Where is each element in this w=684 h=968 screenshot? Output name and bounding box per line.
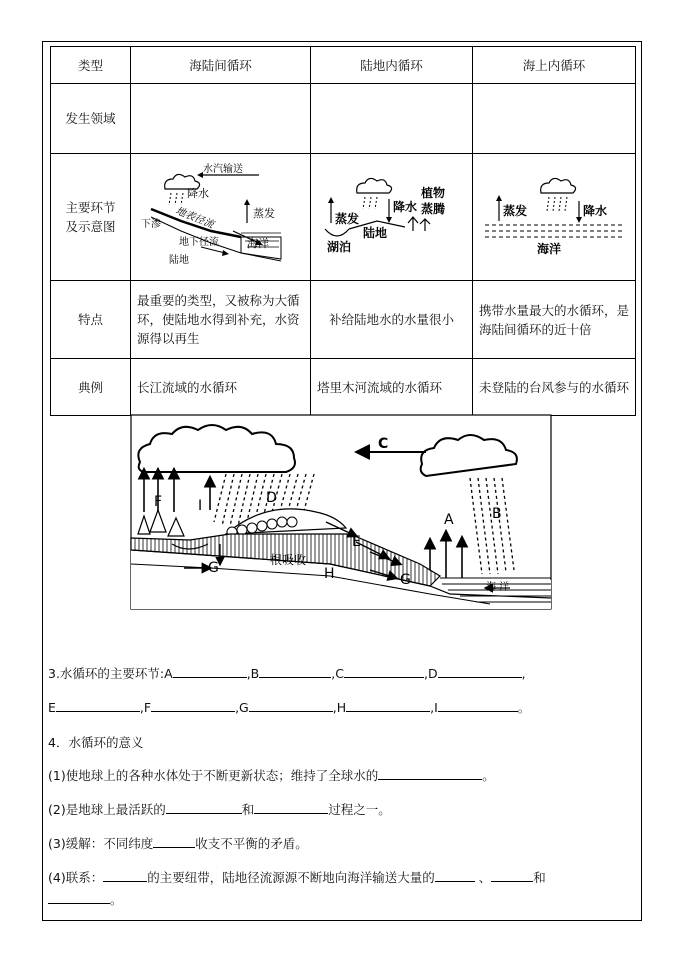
question-3-line2: E ,F ,G ,H ,I 。 (48, 700, 531, 715)
label-f: F (154, 494, 163, 510)
row-label-example: 典例 (51, 359, 131, 416)
feature-sea-land: 最重要的类型，又被称为大循环，使陆地水得到补充，水资源得以再生 (131, 281, 311, 359)
header-ocean: 海上内循环 (473, 47, 636, 84)
blank-a[interactable] (173, 665, 247, 678)
mini2-evap: 蒸发 (334, 212, 359, 226)
mini2-land: 陆地 (362, 226, 387, 240)
row-label-domain: 发生领域 (51, 84, 131, 154)
question-4-s4: (4)联系： 的主要纽带，陆地径流源源不断地向海洋输送大量的 、 和 (48, 870, 546, 885)
mini2-plant2: 蒸腾 (420, 202, 445, 216)
label-a: A (444, 512, 454, 528)
sea-land-cycle-diagram (141, 161, 301, 273)
label-sea: 海 洋 (486, 582, 510, 593)
diagram-cell-sea-land (131, 154, 311, 281)
blank-s4a[interactable] (103, 869, 147, 882)
header-type: 类型 (51, 47, 131, 84)
table-row-example (51, 359, 636, 416)
question-3-line1: 3.水循环的主要环节:A ,B ,C ,D , (48, 666, 526, 681)
blank-s4b[interactable] (435, 869, 475, 882)
blank-d[interactable] (438, 665, 522, 678)
mini2-lake: 湖泊 (326, 240, 351, 254)
example-inland: 塔里木河流域的水循环 (311, 359, 473, 416)
mini1-ground: 地下径流 (178, 237, 219, 248)
blank-s4d[interactable] (48, 891, 110, 904)
table-row-feature (51, 281, 636, 359)
water-cycle-table (50, 46, 636, 416)
header-inland: 陆地内循环 (311, 47, 473, 84)
ocean-cycle-diagram (479, 161, 629, 273)
mini2-plant1: 植物 (420, 186, 445, 200)
mini1-infil: 下渗 (140, 219, 161, 230)
feature-inland: 补给陆地水的水量很小 (311, 281, 473, 359)
label-g1: G (208, 560, 219, 576)
question-4-s4-end: 。 (48, 890, 123, 908)
domain-cell-2 (311, 84, 473, 154)
table-row-domain (51, 84, 636, 154)
question-4-s2: (2)是地球上最活跃的 和 过程之一。 (48, 802, 391, 817)
blank-c[interactable] (344, 665, 424, 678)
mini1-vapor: 水汽输送 (202, 164, 243, 175)
table-header-row (51, 47, 636, 84)
blank-e[interactable] (56, 699, 140, 712)
diagram-cell-inland (311, 154, 473, 281)
mini3-evap: 蒸发 (503, 204, 528, 218)
row-label-diagram: 主要环节 及示意图 (51, 154, 131, 281)
inland-cycle-diagram (317, 161, 467, 273)
blank-g[interactable] (249, 699, 333, 712)
question-4-s1: (1)使地球上的各种水体处于不断更新状态；维持了全球水的 。 (48, 768, 495, 783)
example-sea-land: 长江流域的水循环 (131, 359, 311, 416)
label-b: B (492, 506, 502, 522)
mini1-land: 陆地 (168, 255, 189, 266)
mini3-sea: 海洋 (537, 242, 562, 256)
mini1-sea: 海洋 (246, 237, 269, 250)
mini2-rain: 降水 (392, 200, 417, 214)
blank-s3[interactable] (153, 835, 195, 848)
label-d: D (266, 490, 277, 506)
header-sea-land: 海陆间循环 (131, 47, 311, 84)
question-4-s3: (3)缓解：不同纬度 收支不平衡的矛盾。 (48, 836, 308, 851)
example-ocean: 未登陆的台风参与的水循环 (473, 359, 636, 416)
water-cycle-diagram (130, 414, 552, 610)
row-label-feature: 特点 (51, 281, 131, 359)
blank-b[interactable] (259, 665, 331, 678)
blank-i[interactable] (438, 699, 518, 712)
mini3-rain: 降水 (583, 204, 608, 218)
blank-s2b[interactable] (254, 801, 328, 814)
blank-s1[interactable] (378, 767, 482, 780)
blank-f[interactable] (151, 699, 235, 712)
table-row-diagram (51, 154, 636, 281)
mini1-evap: 蒸发 (252, 207, 275, 220)
label-c: C (378, 436, 389, 452)
mini1-surface: 地表径流 (173, 205, 215, 231)
label-h: H (324, 566, 335, 582)
q3-prefix: 3.水循环的主要环节: (48, 666, 165, 681)
question-4-title: 4．水循环的意义 (48, 735, 144, 750)
domain-cell-1 (131, 84, 311, 154)
domain-cell-3 (473, 84, 636, 154)
label-g2: G (400, 572, 411, 588)
diagram-cell-ocean (473, 154, 636, 281)
label-root: 根吸收 (270, 553, 307, 567)
blank-s2a[interactable] (166, 801, 242, 814)
feature-ocean: 携带水量最大的水循环，是海陆间循环的近十倍 (473, 281, 636, 359)
label-e: E (352, 534, 361, 550)
blank-s4c[interactable] (491, 869, 533, 882)
label-i: I (198, 498, 203, 514)
mini1-rain: 降水 (186, 187, 209, 200)
blank-h[interactable] (346, 699, 430, 712)
